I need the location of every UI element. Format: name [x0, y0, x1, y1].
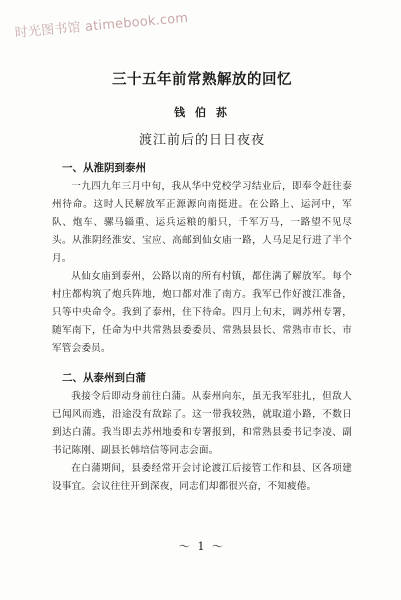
- watermark: 时光图书馆 atimebook.com: [14, 10, 189, 41]
- document-page: [52, 68, 352, 553]
- paragraph: 一九四九年三月中旬，我从华中党校学习结业后，即奉令赶往泰州待命。这时人民解放军正源源向南挺进。在公路上、运河中，军队、炮车、骡马辎重、运兵运粮的船只，千军万马，一路望不见尽头。从淮阴经淮安、宝应、高邮到仙女庙一路，人马足足行进了半个月。: [52, 181, 352, 264]
- paragraph: 我接令后即动身前往白蒲。从泰州向东，虽无我军驻扎，但敌人已闻风而逃，沿途没有敌踪了。这一带我较熟，就取道小路，不数日到达白蒲。我当即去苏州地委和专署报到，和常熟县委书记李凌、副书记陈刚、副县长韩培信等同志会面。: [52, 391, 352, 456]
- section-heading: 一、从淮阴到泰州: [62, 162, 146, 174]
- paragraph: 从仙女庙到泰州，公路以南的所有村镇，都住满了解放军。每个村庄都构筑了炮兵阵地，炮口都对准了南方。我军已作好渡江准备，只等中央命令。我到了泰州，住下待命。四月上旬末，调苏州专署，随军南下，任命为中共常熟县委委员、常熟县县长、常熟市市长、市军管会委员。: [52, 271, 352, 354]
- article-subtitle: 渡江前后的日日夜夜: [138, 133, 265, 148]
- author-name: 钱 伯 荪: [174, 106, 230, 119]
- section-heading: 二、从泰州到白蒲: [62, 372, 146, 384]
- paragraph: 在白蒲期间，县委经常开会讨论渡江后接管工作和县、区各项建设事宜。会议往往开到深夜，同志们却都很兴奋，不知疲倦。: [52, 463, 352, 492]
- article-title: 三十五年前常熟解放的回忆: [112, 71, 292, 88]
- page-number: ～ 1 ～: [179, 540, 225, 553]
